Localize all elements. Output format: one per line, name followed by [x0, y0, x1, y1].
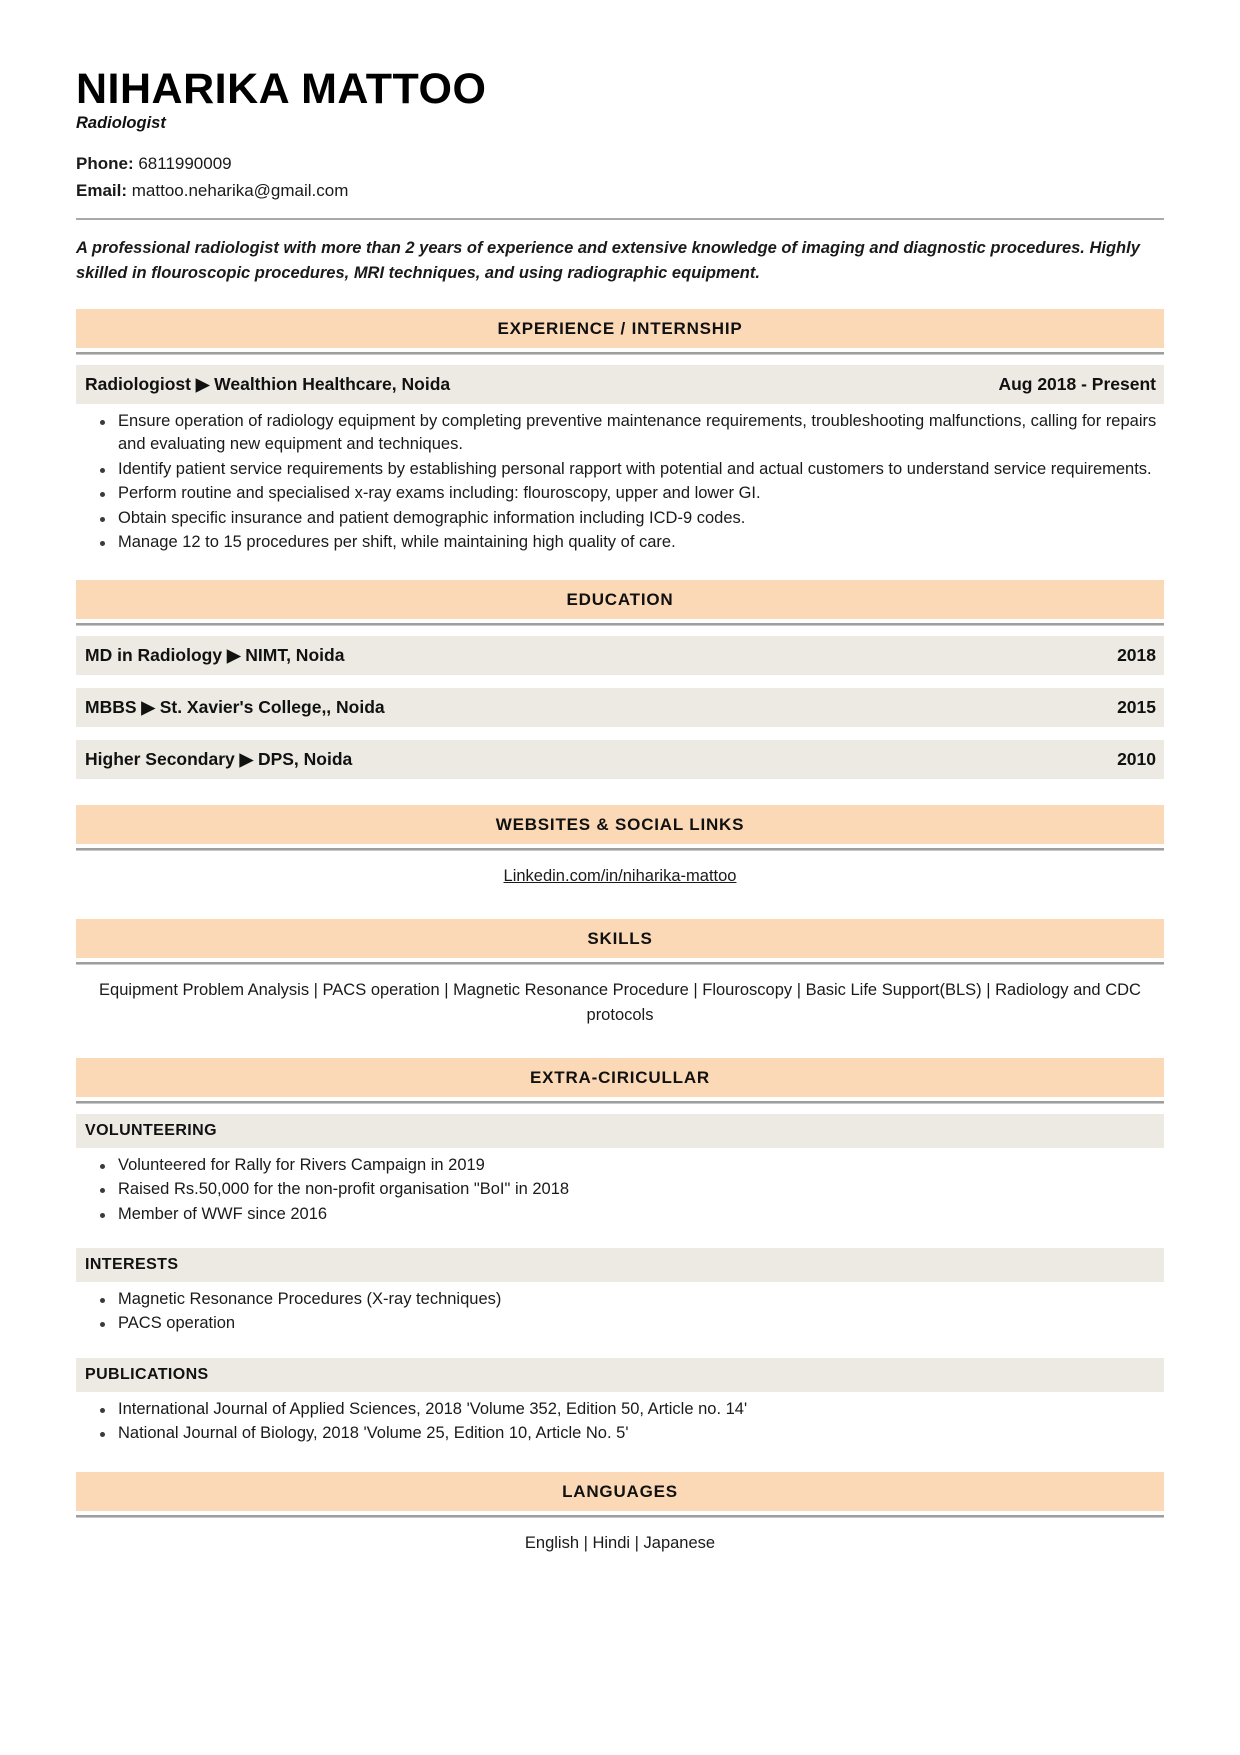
experience-entry-bar: [76, 365, 1164, 404]
list-item: Perform routine and specialised x-ray exams including: flouroscopy, upper and lower GI.: [96, 482, 1164, 505]
spacer: [76, 626, 1164, 636]
contact-phone-line: [76, 151, 1164, 177]
section-education: [76, 580, 1164, 779]
experience-entry: [76, 365, 1164, 555]
extra-group-volunteering: [76, 1114, 1164, 1226]
list-item: Raised Rs.50,000 for the non-profit organisation "BoI" in 2018: [96, 1178, 1164, 1201]
list-item: Volunteered for Rally for Rivers Campaign in 2019: [96, 1154, 1164, 1177]
education-entry-bar: [76, 688, 1164, 727]
phone-value: 6811990009: [138, 154, 232, 174]
experience-entry-title: Radiologiost ▶ Wealthion Healthcare, Noida: [85, 373, 451, 394]
email-value: mattoo.neharika@gmail.com: [131, 180, 349, 200]
education-entry-year: 2018: [1117, 645, 1156, 666]
header-divider: [76, 218, 1164, 220]
subsection-heading-interests: INTERESTS: [76, 1248, 1164, 1282]
section-title-skills: SKILLS: [76, 919, 1164, 958]
section-languages: [76, 1472, 1164, 1560]
experience-entry-dates: Aug 2018 - Present: [998, 373, 1156, 394]
list-item: National Journal of Biology, 2018 'Volume 25, Edition 10, Article No. 5': [96, 1422, 1164, 1445]
list-item: PACS operation: [96, 1312, 1164, 1335]
experience-bullet-list: [76, 410, 1164, 555]
education-entry-title: MD in Radiology ▶ NIMT, Noida: [85, 645, 345, 666]
spacer: [76, 1104, 1164, 1114]
extra-group-publications: [76, 1358, 1164, 1446]
section-title-websites: WEBSITES & SOCIAL LINKS: [76, 805, 1164, 844]
candidate-job-title: Radiologist: [76, 114, 166, 133]
section-title-extra-curricular: EXTRA-CIRICULLAR: [76, 1058, 1164, 1097]
phone-label: Phone:: [76, 154, 134, 174]
list-item: Magnetic Resonance Procedures (X-ray techniques): [96, 1288, 1164, 1311]
contact-email-line: [76, 178, 1164, 204]
section-title-education: EDUCATION: [76, 580, 1164, 619]
volunteering-list: [76, 1154, 1164, 1226]
interests-list: [76, 1288, 1164, 1336]
list-item: Member of WWF since 2016: [96, 1203, 1164, 1226]
section-title-languages: LANGUAGES: [76, 1472, 1164, 1511]
education-entry-title: MBBS ▶ St. Xavier's College,, Noida: [85, 697, 385, 718]
linkedin-link[interactable]: Linkedin.com/in/niharika-mattoo: [503, 867, 737, 886]
education-entry-year: 2010: [1117, 749, 1156, 770]
section-skills: [76, 919, 1164, 1032]
education-entry: [76, 740, 1164, 779]
list-item: International Journal of Applied Sciences, 2018 'Volume 352, Edition 50, Article no. 14': [96, 1398, 1164, 1421]
education-entry-title: Higher Secondary ▶ DPS, Noida: [85, 749, 353, 770]
subsection-heading-volunteering: VOLUNTEERING: [76, 1114, 1164, 1148]
websites-links: [76, 851, 1164, 893]
list-item: Obtain specific insurance and patient demographic information including ICD-9 codes.: [96, 507, 1164, 530]
education-entry-year: 2015: [1117, 697, 1156, 718]
skills-text: Equipment Problem Analysis | PACS operation | Magnetic Resonance Procedure | Flouroscopy | Basic Life Support(BLS) | Radiology and CDC protocols: [99, 981, 1141, 1024]
education-entry-bar: [76, 740, 1164, 779]
section-extra-curricular: [76, 1058, 1164, 1446]
education-entry: [76, 688, 1164, 727]
section-websites: [76, 805, 1164, 893]
professional-summary: A professional radiologist with more than 2 years of experience and extensive knowledge of imaging and diagnostic procedures. Highly skilled in flouroscopic procedures, MRI techniques, and using radiographic equipment.: [76, 239, 1140, 282]
section-title-experience: EXPERIENCE / INTERNSHIP: [76, 309, 1164, 348]
section-experience: [76, 309, 1164, 555]
publications-list: [76, 1398, 1164, 1446]
list-item: Identify patient service requirements by establishing personal rapport with potential and actual customers to understand service requirements.: [96, 458, 1164, 481]
education-entry-bar: [76, 636, 1164, 675]
resume-header: [76, 66, 1164, 285]
candidate-name: NIHARIKA MATTOO: [76, 65, 487, 113]
languages-text: English | Hindi | Japanese: [524, 1533, 716, 1552]
subsection-heading-publications: PUBLICATIONS: [76, 1358, 1164, 1392]
extra-group-interests: [76, 1248, 1164, 1336]
spacer: [76, 355, 1164, 365]
list-item: Ensure operation of radiology equipment by completing preventive maintenance requirements, troubleshooting malfunctions, calling for repairs and evaluating new equipment and techniques.: [96, 410, 1164, 457]
email-label: Email:: [76, 180, 128, 200]
list-item: Manage 12 to 15 procedures per shift, while maintaining high quality of care.: [96, 531, 1164, 554]
education-entry: [76, 636, 1164, 675]
